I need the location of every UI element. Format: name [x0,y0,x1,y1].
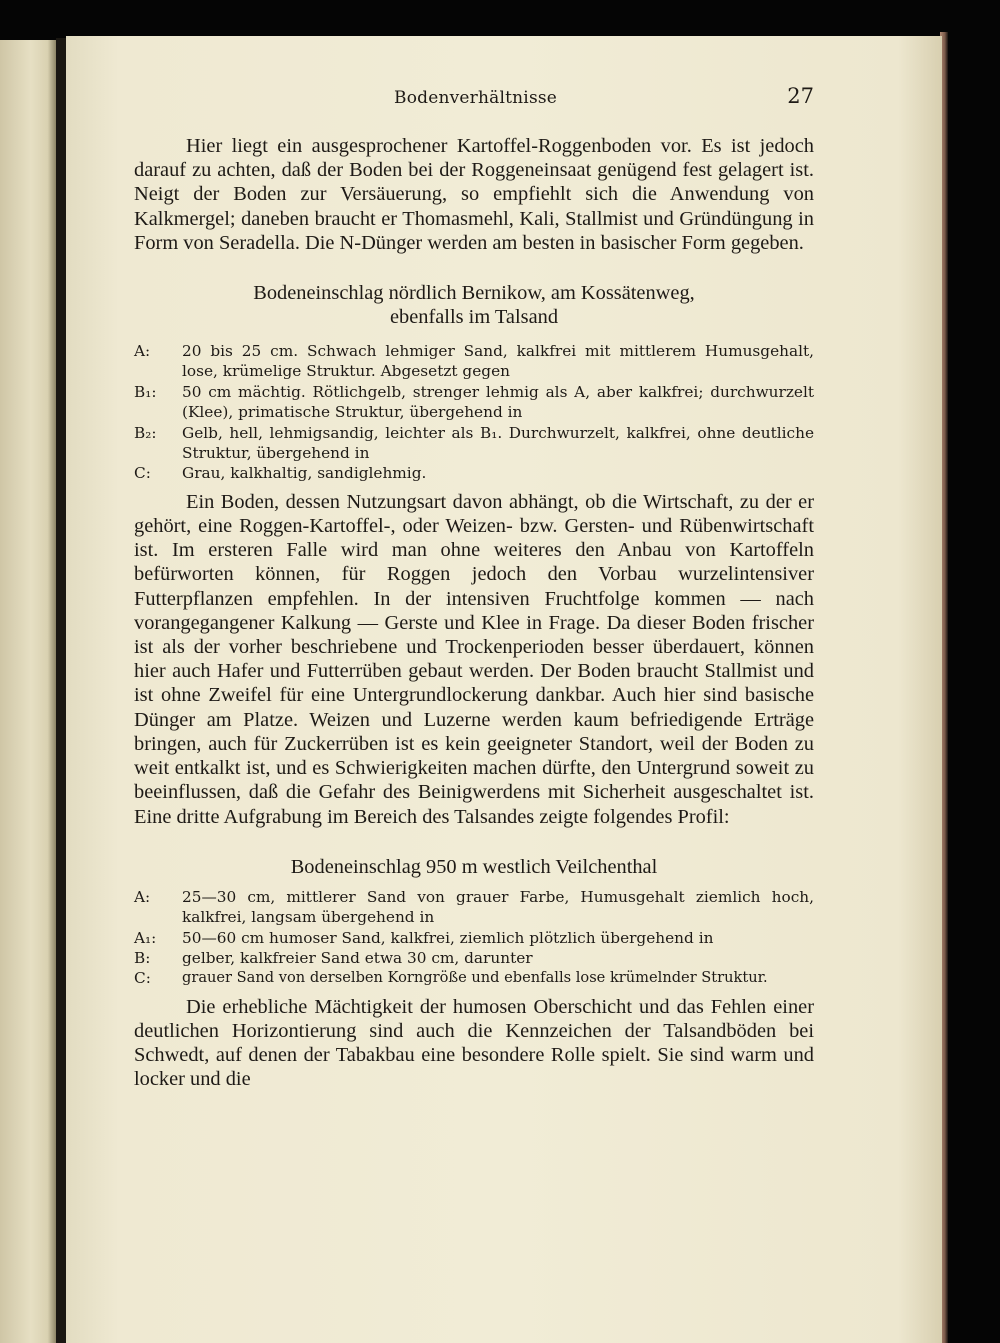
section-1 [134,281,814,484]
horizon-row [134,382,814,423]
horizon-description: grauer Sand von derselben Korngröße und ebenfalls lose krümelnder Struktur. [182,969,768,987]
soil-profile-2 [134,887,814,989]
section-2-heading: Bodeneinschlag 950 m westlich Veilchenthal [290,855,658,878]
paragraph-1: Hier liegt ein ausgesprochener Kartoffel-Roggenboden vor. Es ist jedoch darauf zu achten, daß der Boden bei der Roggeneinsaat genügend fest gelagert ist. Neigt der Boden zur Versäuerung, so empfiehlt sich die Anwendung von Kalkmergel; daneben braucht er Thomasmehl, Kali, Stallmist und Gründüngung in Form von Seradella. Die N-Dünger werden am besten in basischer Form gegeben. [134,135,814,254]
horizon-label: B₁: [134,382,157,401]
horizon-label: A₁: [134,928,157,947]
section-1-heading-line-2: ebenfalls im Talsand [389,306,559,329]
horizon-description: 25—30 cm, mittlerer Sand von grauer Farbe, Humusgehalt ziemlich hoch, kalkfrei, langsam übergehend in [182,887,814,927]
horizon-label: C: [134,969,151,988]
horizon-row [134,423,814,464]
horizon-label: A: [134,342,151,361]
horizon-description: 50—60 cm humoser Sand, kalkfrei, ziemlich plötzlich übergehend in [182,928,714,947]
book-gutter [56,38,66,1343]
horizon-label: B₂: [134,423,157,442]
soil-profile-1 [134,341,814,484]
paragraph-2: Ein Boden, dessen Nutzungsart davon abhängt, ob die Wirtschaft, zu der er gehört, eine Roggen-Kartoffel-, oder Weizen- bzw. Gersten- und Rübenwirtschaft ist. Im ersteren Falle wird man ohne weiteres den Anbau von Kartoffeln befürworten können, für Roggen jedoch den Vorbau wurzelintensiver Futterpflanzen empfehlen. In der intensiven Fruchtfolge kommen — nach vorangegangener Kalkung — Gerste und Klee in Frage. Da dieser Boden frischer ist als der vorher beschriebene und Trockenperioden besser überdauert, können hier auch Hafer und Futterrüben gebaut werden. Der Boden braucht Stallmist und ist ohne Zweifel für eine Untergrundlockerung dankbar. Auch hier sind basische Dünger am Platze. Weizen und Luzerne werden kaum befriedigende Erträge bringen, auch für Zuckerrüben ist es kein geeigneter Standort, weil der Boden zu weit entkalkt ist, und es Schwierigkeiten machen dürfte, den Untergrund soweit zu beeinflussen, daß die Gefahr des Beinigwerdens mit Sicherheit ausgeschaltet ist. Eine dritte Aufgrabung im Bereich des Talsandes zeigte folgendes Profil: [134,490,814,828]
horizon-row [134,463,814,483]
section-1-heading [134,281,814,329]
horizon-label: C: [134,464,151,483]
paragraph-3: Die erhebliche Mächtigkeit der humosen Oberschicht und das Fehlen einer deutlichen Horizontierung sind auch die Kennzeichen der Talsandböden bei Schwedt, auf denen der Tabakbau eine besondere Rolle spielt. Sie sind warm und locker und die [134,995,814,1091]
horizon-row [134,887,814,928]
horizon-row [134,948,814,968]
facing-page-edge [0,40,56,1343]
horizon-description: gelber, kalkfreier Sand etwa 30 cm, darunter [182,948,533,967]
horizon-row [134,928,814,948]
horizon-description: 50 cm mächtig. Rötlichgelb, strenger lehmig als A, aber kalkfrei; durchwurzelt (Klee), primatische Struktur, übergehend in [182,382,814,422]
running-head [134,84,814,114]
running-title: Bodenverhältnisse [394,88,558,108]
horizon-label: B: [134,948,151,967]
page-content [134,84,814,1092]
page-number: 27 [787,84,814,108]
horizon-description: 20 bis 25 cm. Schwach lehmiger Sand, kalkfrei mit mittlerem Humusgehalt, lose, krümelige Struktur. Abgesetzt gegen [182,342,814,381]
section-2 [134,855,814,989]
book-page [66,36,942,1343]
horizon-row [134,968,814,988]
horizon-label: A: [134,887,151,906]
horizon-description: Grau, kalkhaltig, sandiglehmig. [182,464,427,483]
horizon-row [134,341,814,382]
horizon-description: Gelb, hell, lehmigsandig, leichter als B₁. Durchwurzelt, kalkfrei, ohne deutliche Struktur, übergehend in [182,423,814,463]
section-1-heading-line-1: Bodeneinschlag nördlich Bernikow, am Kossätenweg, [253,282,695,305]
